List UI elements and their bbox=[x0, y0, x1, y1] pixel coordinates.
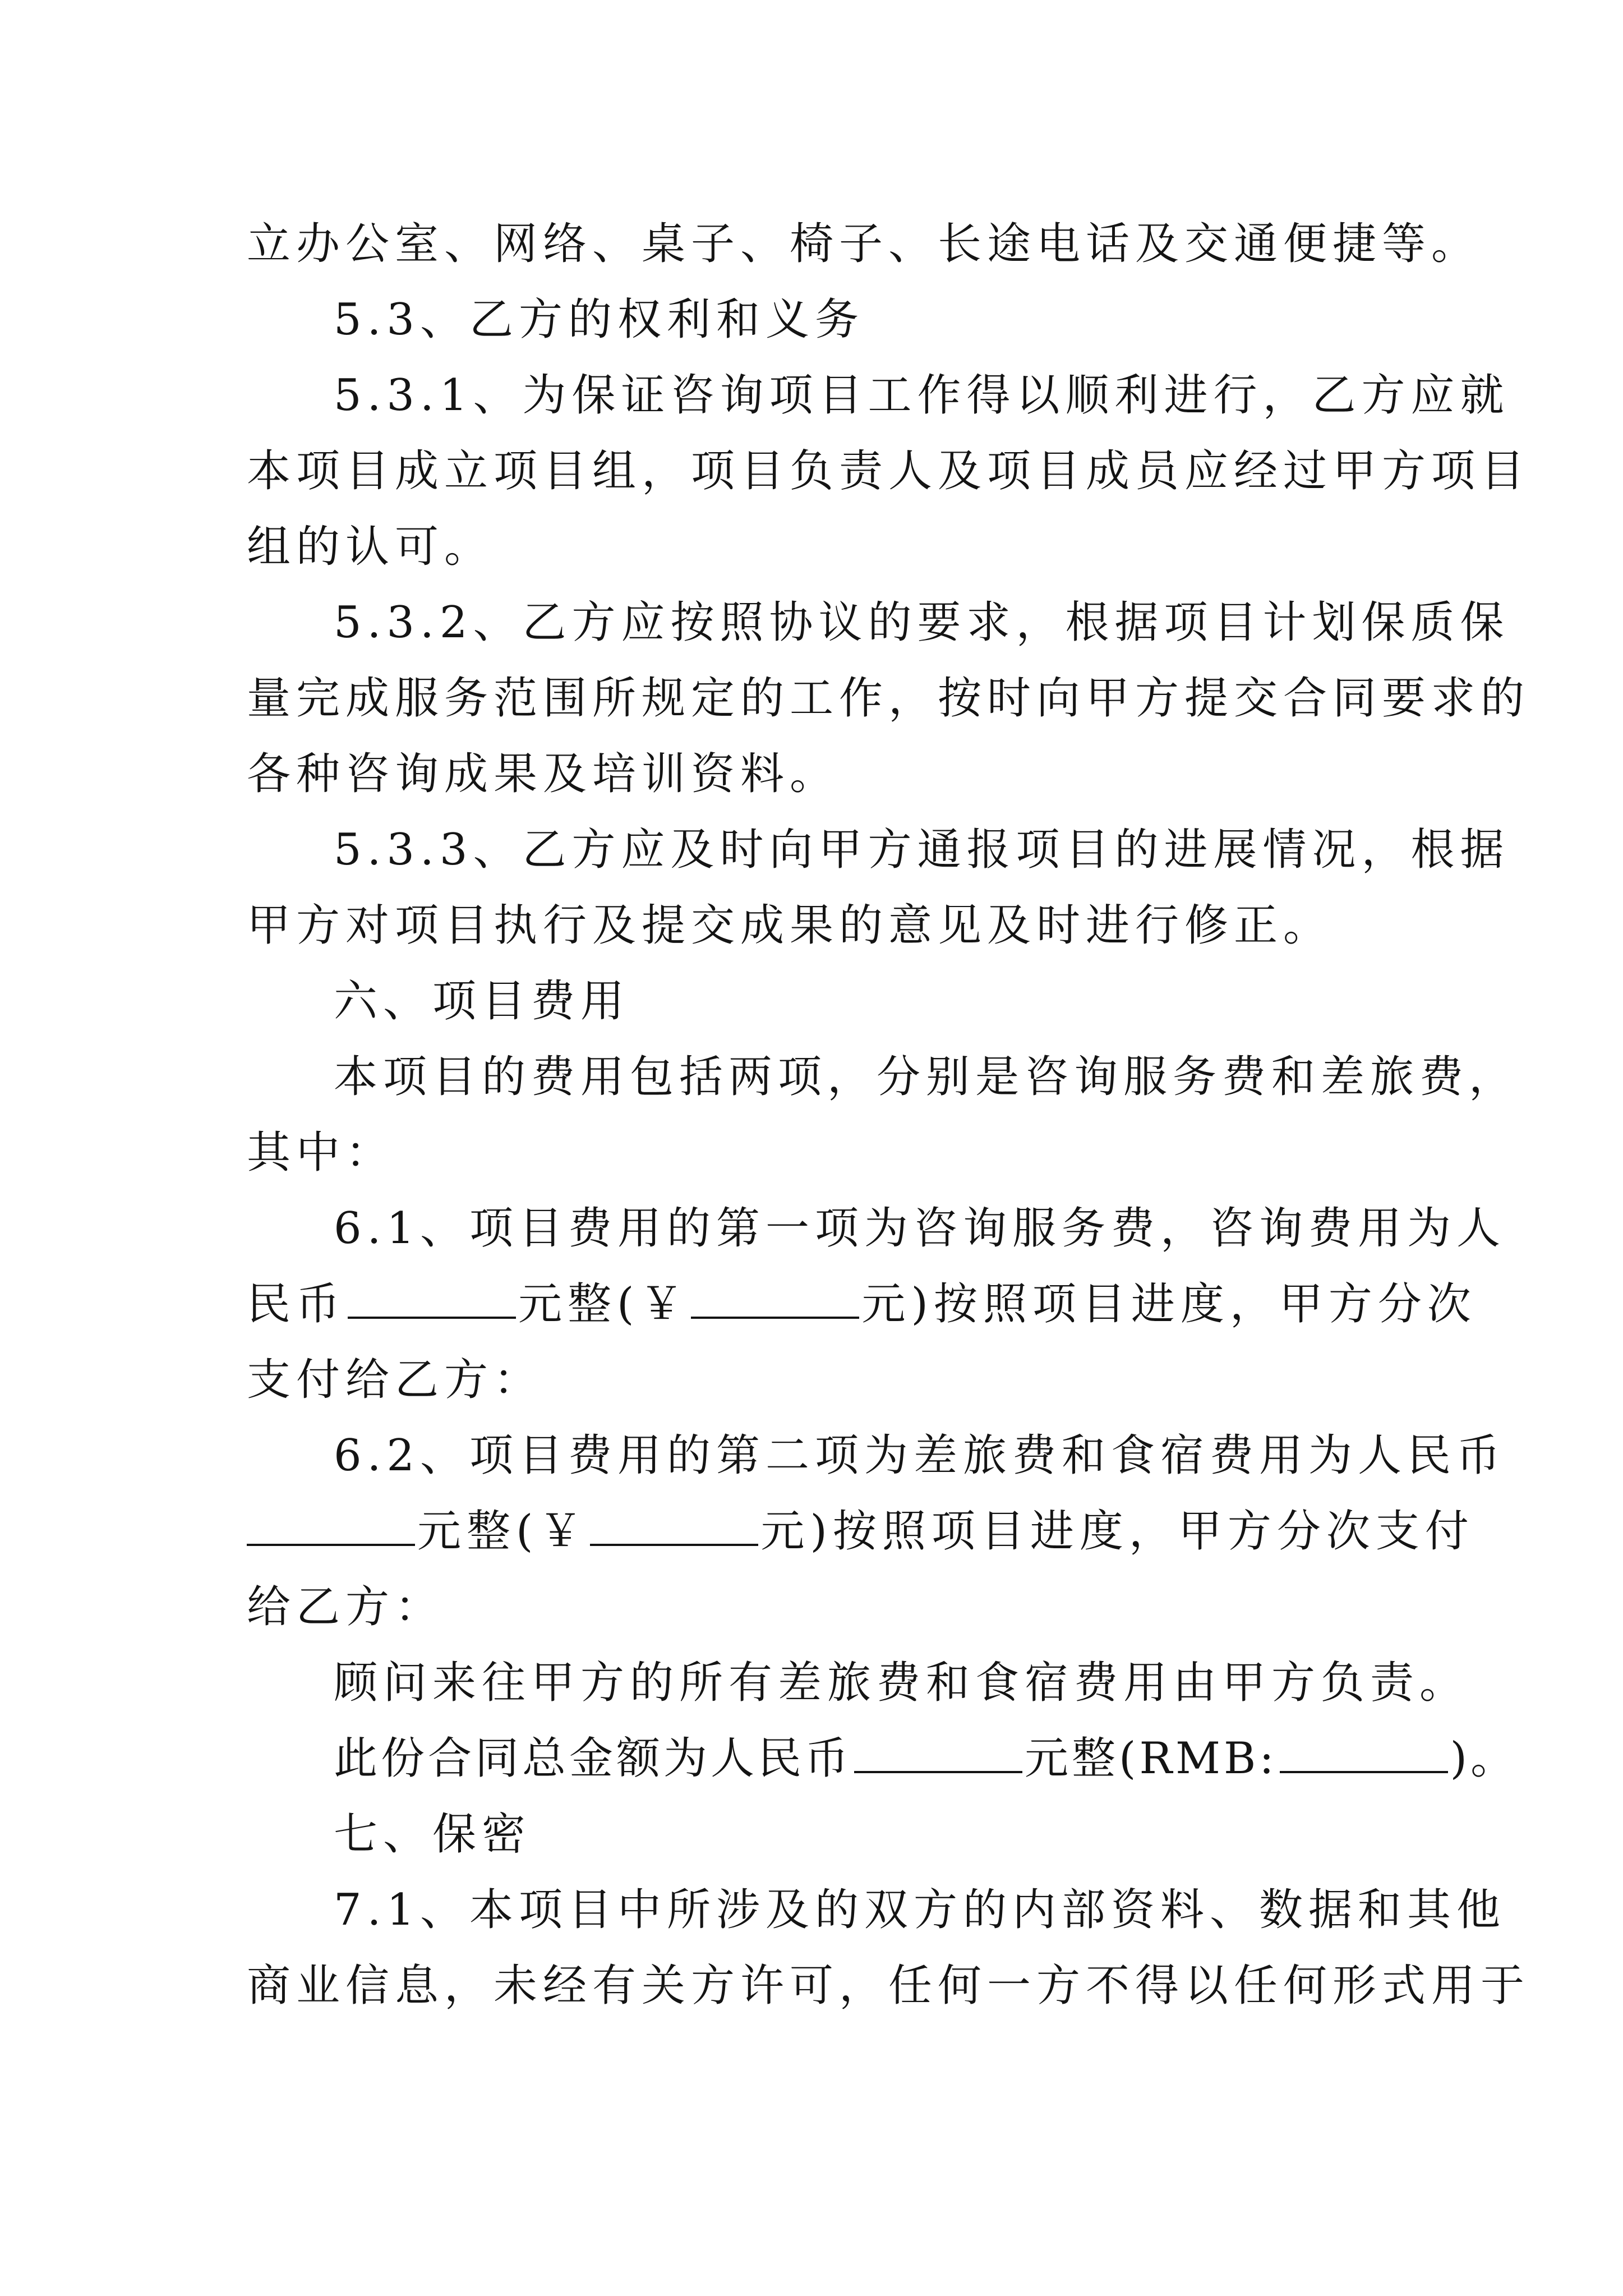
fill-in-blank bbox=[1280, 1733, 1448, 1773]
fee2-mid: 元整(￥ bbox=[417, 1506, 588, 1557]
paragraph-line: 组的认可。 bbox=[247, 522, 494, 572]
paragraph-line: 各种咨询成果及培训资料。 bbox=[247, 749, 840, 799]
paragraph-line: 5.3.1、为保证咨询项目工作得以顺利进行，乙方应就 bbox=[334, 370, 1510, 421]
fee2-suffix: 元)按照项目进度，甲方分次支付 bbox=[760, 1506, 1474, 1557]
fill-in-blank bbox=[348, 1278, 516, 1319]
section-heading: 5.3、乙方的权利和义务 bbox=[334, 295, 865, 345]
paragraph-line: 支付给乙方： bbox=[247, 1355, 543, 1405]
paragraph-line: 6.2、项目费用的第二项为差旅费和食宿费用为人民币 bbox=[334, 1430, 1506, 1481]
fee1-line bbox=[247, 1276, 1477, 1332]
fill-in-blank bbox=[247, 1506, 415, 1546]
fee2-line bbox=[247, 1503, 1474, 1559]
paragraph-line: 量完成服务范围所规定的工作，按时向甲方提交合同要求的 bbox=[247, 673, 1530, 724]
section-heading: 七、保密 bbox=[334, 1809, 532, 1860]
fee1-prefix: 民币 bbox=[247, 1279, 346, 1329]
paragraph-line: 其中： bbox=[247, 1128, 395, 1178]
fee1-suffix: 元)按照项目进度，甲方分次 bbox=[861, 1279, 1477, 1329]
section-heading: 六、项目费用 bbox=[334, 976, 630, 1027]
fill-in-blank bbox=[854, 1733, 1022, 1773]
paragraph-line: 6.1、项目费用的第一项为咨询服务费，咨询费用为人 bbox=[334, 1203, 1506, 1254]
paragraph-line: 商业信息，未经有关方许可，任何一方不得以任何形式用于 bbox=[247, 1961, 1530, 2011]
paragraph-line: 5.3.2、乙方应按照协议的要求，根据项目计划保质保 bbox=[334, 597, 1510, 648]
fee1-mid: 元整(￥ bbox=[518, 1279, 689, 1329]
total-prefix: 此份合同总金额为人民币 bbox=[334, 1733, 852, 1784]
fill-in-blank bbox=[691, 1278, 859, 1319]
paragraph-line: 顾问来往甲方的所有差旅费和食宿费用由甲方负责。 bbox=[334, 1658, 1469, 1708]
paragraph-line: 5.3.3、乙方应及时向甲方通报项目的进展情况，根据 bbox=[334, 825, 1510, 875]
paragraph-line: 给乙方： bbox=[247, 1582, 445, 1632]
fill-in-blank bbox=[590, 1506, 758, 1546]
total-line bbox=[334, 1731, 1518, 1787]
paragraph-line: 本项目成立项目组，项目负责人及项目成员应经过甲方项目 bbox=[247, 446, 1530, 496]
paragraph-line: 立办公室、网络、桌子、椅子、长途电话及交通便捷等。 bbox=[247, 219, 1481, 269]
paragraph-line: 本项目的费用包括两项，分别是咨询服务费和差旅费， bbox=[334, 1052, 1519, 1102]
total-suffix: )。 bbox=[1450, 1733, 1518, 1784]
paragraph-line: 甲方对项目执行及提交成果的意见及时进行修正。 bbox=[247, 900, 1333, 951]
paragraph-line: 7.1、本项目中所涉及的双方的内部资料、数据和其他 bbox=[334, 1885, 1506, 1935]
total-mid: 元整(RMB: bbox=[1025, 1733, 1278, 1784]
